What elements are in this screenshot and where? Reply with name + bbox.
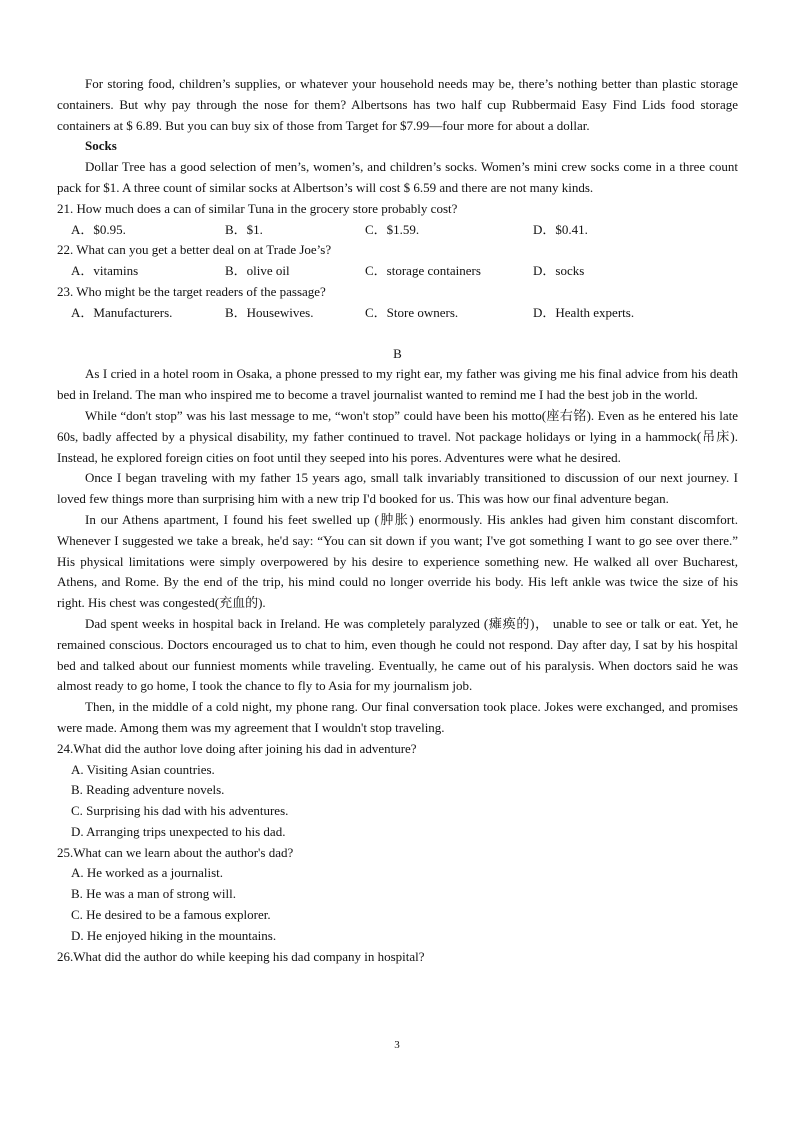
options-row	[57, 261, 738, 282]
passage-b-paragraph-1: As I cried in a hotel room in Osaka, a phone pressed to my right ear, my father was giving me his final advice from his death bed in Ireland. The man who inspired me to become a travel journalist wanted to remind me I had the best job in the world.	[57, 366, 738, 403]
question-stem: 26.What did the author do while keeping his dad company in hospital?	[57, 948, 425, 964]
passage-b-paragraph-2: While “don't stop” was his last message to me, “won't stop” could have been his motto(座右铭). Even as he entered his late 60s, badly affected by a physical disability, my father continued to travel. Not package holidays or lying in a hammock(吊床). Instead, he explored foreign cities on foot until they seeped into his pores. Adventures were what he desired.	[57, 407, 738, 465]
option-b: B．$1.	[225, 221, 263, 237]
option-d: D．socks	[533, 263, 585, 279]
option-b: B．olive oil	[225, 263, 290, 279]
option-a: A. Visiting Asian countries.	[71, 761, 215, 777]
question-stem: 21. How much does a can of similar Tuna in the grocery store probably cost?	[57, 200, 458, 216]
option-d: D. He enjoyed hiking in the mountains.	[71, 927, 277, 943]
passage-b-paragraph-5: Dad spent weeks in hospital back in Ireland. He was completely paralyzed (瘫痪的)， unable to see or talk or eat. Yet, he remained conscious. Doctors encouraged us to chat to him, even though he could not respond. Day after day, I sat by his hospital bed and talked about our funniest moments while traveling. Eventually, he came out of his paralysis. When doctors said he was almost ready to go home, I took the chance to fly to Asia for my journalism job.	[57, 615, 738, 694]
question-24	[57, 739, 738, 843]
option-d: D. Arranging trips unexpected to his dad.	[71, 823, 286, 839]
question-stem: 24.What did the author love doing after joining his dad in adventure?	[57, 740, 417, 756]
passage-a-paragraph-2: Dollar Tree has a good selection of men’s, women’s, and children’s socks. Women’s mini crew socks come in a three count pack for $1. A three count of similar socks at Albertson’s will cost $ 6.59 and there are not many kinds.	[57, 159, 738, 195]
passage-b-paragraph-4: In our Athens apartment, I found his feet swelled up (肿胀) enormously. His ankles had given him constant discomfort. Whenever I suggested we take a break, he'd say: “You can sit down if you want; I've got something I want to go see over there.” His physical limitations were simply overpowered by his desire to experience something new. He walked all over Bucharest, Athens, and Rome. By the end of the trip, his mind could no longer override his body. His left ankle was twice the size of his right. His chest was congested(充血的).	[57, 511, 738, 611]
options-row	[57, 220, 738, 241]
option-a: A. He worked as a journalist.	[71, 865, 223, 881]
passage-a-paragraph-1: For storing food, children’s supplies, or whatever your household needs may be, there’s nothing better than plastic storage containers. But why pay through the nose for them? Albertsons has two half cup Rubbermaid Easy Find Lids food storage containers at $ 6.89. But you can buy six of those from Target for $7.99—four more for about a dollar.	[57, 76, 738, 133]
option-c: C. Surprising his dad with his adventures.	[71, 803, 289, 819]
passage-b-paragraph-3: Once I began traveling with my father 15 years ago, small talk invariably transitioned to discussion of our next journey. I loved few things more than surprising him with a new trip I'd booked for us. This was how our final adventure began.	[57, 470, 738, 507]
question-26	[57, 947, 738, 968]
passage-b-paragraph-6: Then, in the middle of a cold night, my phone rang. Our final conversation took place. Jokes were exchanged, and promises were made. Among them was my agreement that I wouldn't stop traveling.	[57, 699, 738, 735]
question-stem: 25.What can we learn about the author's dad?	[57, 844, 294, 860]
option-c: C. He desired to be a famous explorer.	[71, 907, 271, 923]
option-d: D．Health experts.	[533, 304, 635, 320]
section-b-label: B	[393, 345, 402, 361]
option-b: B. He was a man of strong will.	[71, 886, 237, 902]
question-stem: 22. What can you get a better deal on at Trade Joe’s?	[57, 242, 332, 258]
options-row	[57, 303, 738, 324]
option-b: B．Housewives.	[225, 304, 314, 320]
question-stem: 23. Who might be the target readers of the passage?	[57, 283, 326, 299]
question-21	[57, 199, 738, 241]
option-b: B. Reading adventure novels.	[71, 782, 225, 798]
option-c: C．storage containers	[365, 263, 481, 279]
option-a: A．$0.95.	[71, 221, 126, 237]
socks-heading: Socks	[85, 138, 117, 154]
option-a: A．vitamins	[71, 263, 139, 279]
content-column	[57, 74, 738, 967]
question-23	[57, 282, 738, 324]
page-number: 3	[394, 1039, 400, 1051]
question-25	[57, 843, 738, 947]
option-c: C．Store owners.	[365, 304, 459, 320]
option-a: A．Manufacturers.	[71, 304, 173, 320]
option-c: C．$1.59.	[365, 221, 420, 237]
option-d: D．$0.41.	[533, 221, 588, 237]
question-22	[57, 240, 738, 282]
